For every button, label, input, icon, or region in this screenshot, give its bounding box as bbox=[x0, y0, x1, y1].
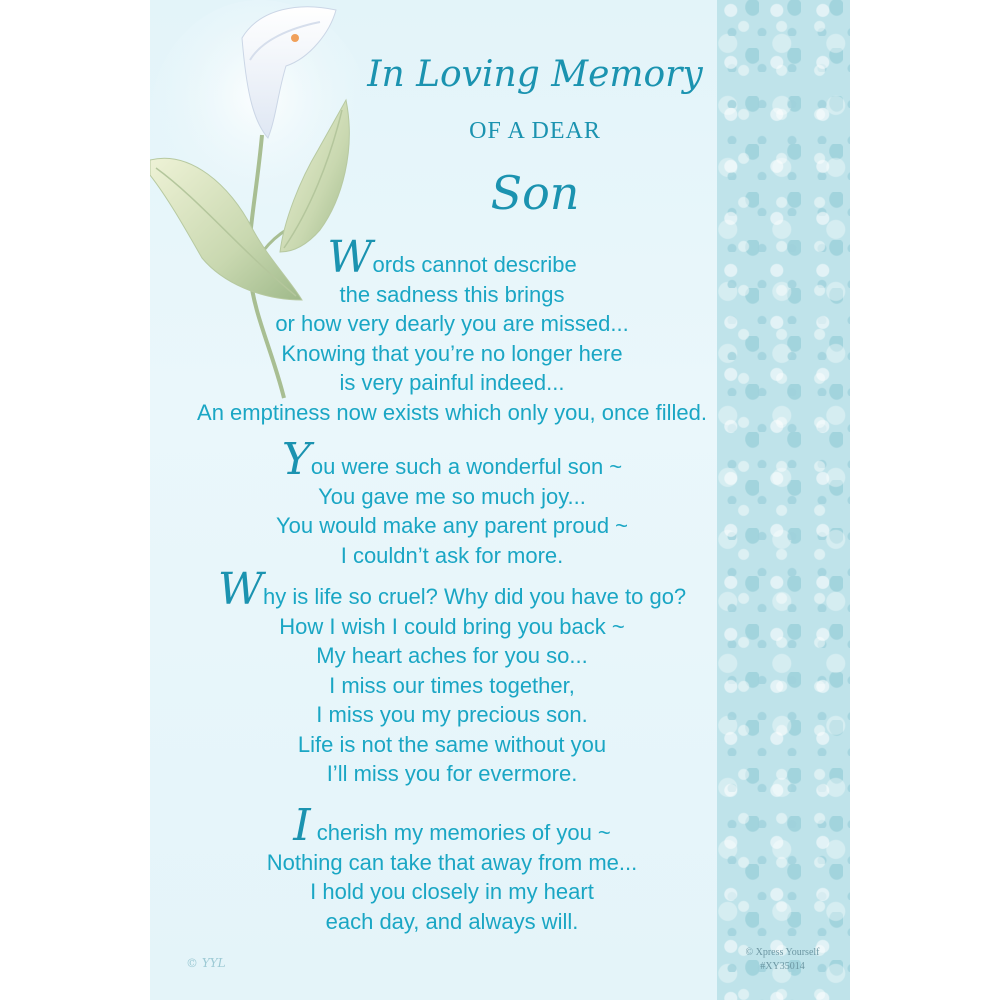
poem-line: You would make any parent proud ~ bbox=[275, 513, 629, 538]
poem-line: is very painful indeed... bbox=[339, 370, 565, 395]
drop-cap: I bbox=[293, 800, 311, 851]
poem-stanza-1 bbox=[192, 232, 712, 427]
poem-line: Nothing can take that away from me... bbox=[266, 849, 638, 875]
poem-line: Words cannot describe bbox=[327, 232, 577, 283]
poem-line: I miss our times together, bbox=[329, 672, 575, 698]
copyright-line: © Xpress Yourself bbox=[745, 947, 820, 958]
poem-line: How I wish I could bring you back ~ bbox=[279, 613, 625, 639]
poem-stanza-2 bbox=[192, 434, 712, 570]
title-of-a-dear: OF A DEAR bbox=[469, 118, 601, 144]
artist-signature: © YYL bbox=[186, 956, 226, 970]
title-son: Son bbox=[490, 166, 580, 220]
poem-line: or how very dearly you are missed... bbox=[275, 311, 629, 336]
copyright-notice bbox=[715, 946, 850, 974]
poem-line: Why is life so cruel? Why did you have to go? bbox=[217, 564, 687, 615]
poem-line: I hold you closely in my heart bbox=[310, 879, 594, 904]
title-in-loving-memory: In Loving Memory bbox=[367, 54, 703, 95]
product-code: #XY35014 bbox=[760, 961, 805, 972]
poem-line: An emptiness now exists which only you, once filled. bbox=[197, 399, 707, 425]
drop-cap: W bbox=[217, 564, 264, 615]
poem-line: I cherish my memories of you ~ bbox=[293, 800, 611, 851]
poem-line: Life is not the same without you bbox=[297, 731, 607, 757]
drop-cap: Y bbox=[281, 434, 311, 485]
poem-stanza-4 bbox=[192, 800, 712, 936]
poem-line: I’ll miss you for evermore. bbox=[326, 761, 578, 786]
lace-pattern-icon bbox=[717, 0, 850, 1000]
poem-line: My heart aches for you so... bbox=[316, 643, 588, 668]
drop-cap: W bbox=[327, 232, 373, 283]
poem-line: the sadness this brings bbox=[339, 281, 565, 307]
poem-line: each day, and always will. bbox=[325, 908, 579, 934]
poem-stanza-3 bbox=[192, 564, 712, 789]
poem-line: You gave me so much joy... bbox=[318, 483, 586, 509]
poem-line: Knowing that you’re no longer here bbox=[281, 340, 623, 366]
poem-line: You were such a wonderful son ~ bbox=[281, 434, 623, 485]
poem-line: I couldn’t ask for more. bbox=[340, 542, 564, 568]
poem-line: I miss you my precious son. bbox=[316, 702, 588, 727]
memorial-card bbox=[150, 0, 850, 1000]
